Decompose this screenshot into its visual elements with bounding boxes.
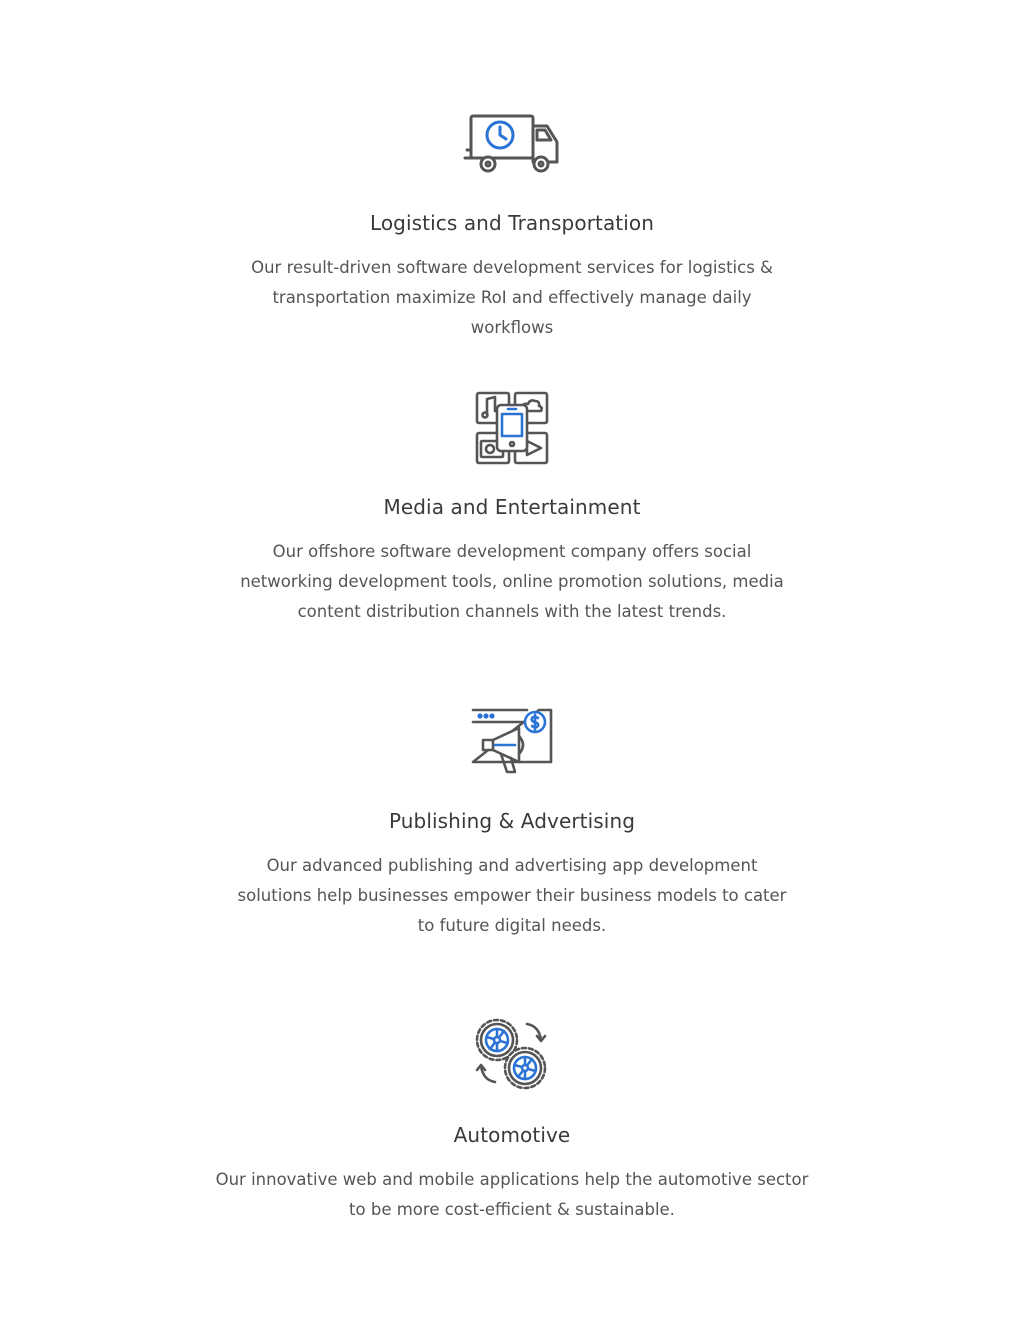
industry-title: Publishing & Advertising bbox=[388, 809, 636, 833]
industry-description: Our advanced publishing and advertising app development solutions help businesses empower their business models to cater to future digital needs. bbox=[237, 856, 787, 935]
industry-title: Media and Entertainment bbox=[383, 495, 641, 519]
industry-description: Our result-driven software development services for logistics & transportation maximize RoI and effectively manage daily workflows bbox=[251, 258, 773, 337]
industry-description: Our innovative web and mobile applications help the automotive sector to be more cost-efficient & sustainable. bbox=[215, 1170, 809, 1219]
industry-title: Automotive bbox=[453, 1123, 571, 1147]
media-phone-icon bbox=[475, 391, 549, 465]
delivery-truck-clock-icon bbox=[463, 112, 561, 178]
industry-description: Our offshore software development company offers social networking development tools, online promotion solutions, media content distribution channels with the latest trends. bbox=[240, 542, 784, 621]
megaphone-browser-dollar-icon bbox=[471, 706, 553, 776]
industry-title: Logistics and Transportation bbox=[369, 211, 655, 235]
rotating-wheels-icon bbox=[475, 1016, 549, 1090]
